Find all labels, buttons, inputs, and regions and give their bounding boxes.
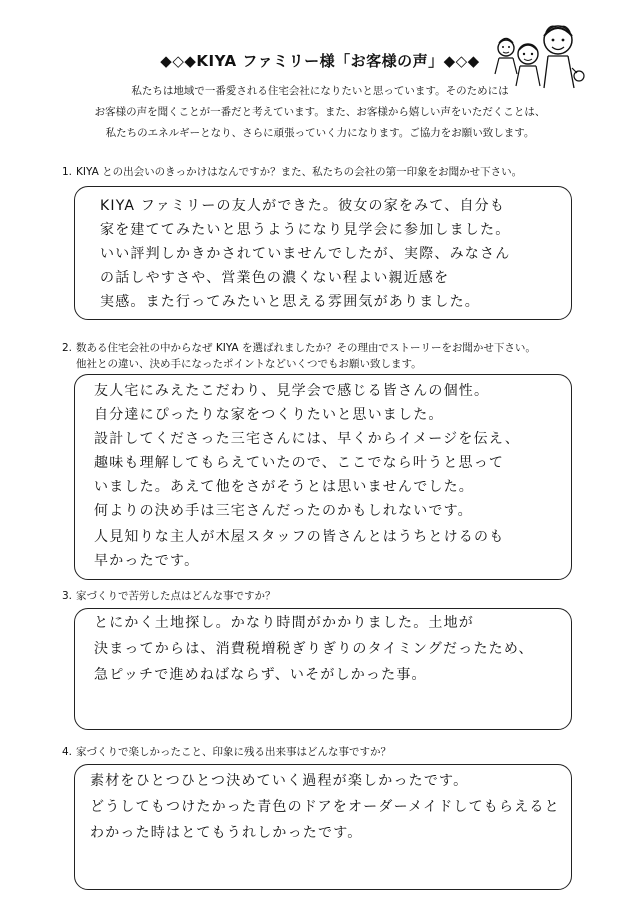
answer-line: 設計してくださった三宅さんには、早くからイメージを伝え、 [94,431,521,447]
intro-line: 私たちは地域で一番愛される住宅会社になりたいと思っています。そのためには [131,85,509,97]
page-title: ◆◇◆KIYA ファミリー様「お客様の声」◆◇◆ [160,52,480,70]
answer-line: いい評判しかきかされていませんでしたが、実際、みなさん [100,246,511,262]
answer-line: 急ピッチで進めねばならず、いそがしかった事。 [94,667,427,683]
answer-line: どうしてもつけたかった青色のドアをオーダーメイドしてもらえると [90,799,560,815]
answer-line: の話しやすさや、営業色の濃くない程よい親近感を [100,270,450,286]
answer-line: 自分達にぴったりな家をつくりたいと思いました。 [94,407,444,423]
question-1 [62,164,522,180]
question-4 [62,744,391,760]
question-text: 家づくりで楽しかったこと、印象に残る出来事はどんな事ですか？ [76,746,391,758]
question-number: 4. [62,746,73,758]
question-number: 2. [62,342,73,354]
answer-line: 家を建ててみたいと思うようになり見学会に参加しました。 [100,222,511,238]
answer-line: 素材をひとつひとつ決めていく過程が楽しかったです。 [90,773,469,789]
intro-line: 私たちのエネルギーとなり、さらに頑張っていく力になります。ご協力をお願い致します。 [105,127,535,139]
question-3 [62,588,276,604]
answer-line: 決まってからは、消費税増税ぎりぎりのタイミングだったため、 [94,641,534,657]
answer-line: 何よりの決め手は三宅さんだったのかもしれないです。 [94,503,473,519]
answer-line: KIYA ファミリーの友人ができた。彼女の家をみて、自分も [100,198,506,214]
question-text: 数ある住宅会社の中からなぜ KIYA を選ばれましたか？その理由でストーリーをお聞かせ下さい。 [76,342,536,354]
answer-line: 実感。また行ってみたいと思える雰囲気がありました。 [100,294,480,310]
answer-line: わかった時はとてもうれしかったです。 [90,825,363,841]
answer-line: とにかく土地探し。かなり時間がかかりました。土地が [94,615,474,631]
question-text: KIYA との出会いのきっかけはなんですか？また、私たちの会社の第一印象をお聞かせ下さい。 [76,166,523,178]
question-number: 3. [62,590,73,602]
question-2 [62,340,536,372]
question-number: 1. [62,166,73,178]
intro-text [0,81,640,144]
intro-line: お客様の声を聞くことが一番だと考えています。また、お客様から嬉しい声をいただくことは、 [94,106,546,118]
answer-line: 人見知りな主人が木屋スタッフの皆さんとはうちとけるのも [94,529,505,545]
answer-line: 友人宅にみえたこだわり、見学会で感じる皆さんの個性。 [94,383,490,399]
answer-line: 趣味も理解してもらえていたので、ここでなら叶うと思って [94,455,505,471]
question-text: 他社との違い、決め手になったポイントなどいくつでもお願い致します。 [76,358,422,370]
answer-line: 早かったです。 [94,553,200,569]
question-text: 家づくりで苦労した点はどんな事ですか？ [76,590,276,602]
answer-line: いました。あえて他をさがそうとは思いませんでした。 [94,479,474,495]
